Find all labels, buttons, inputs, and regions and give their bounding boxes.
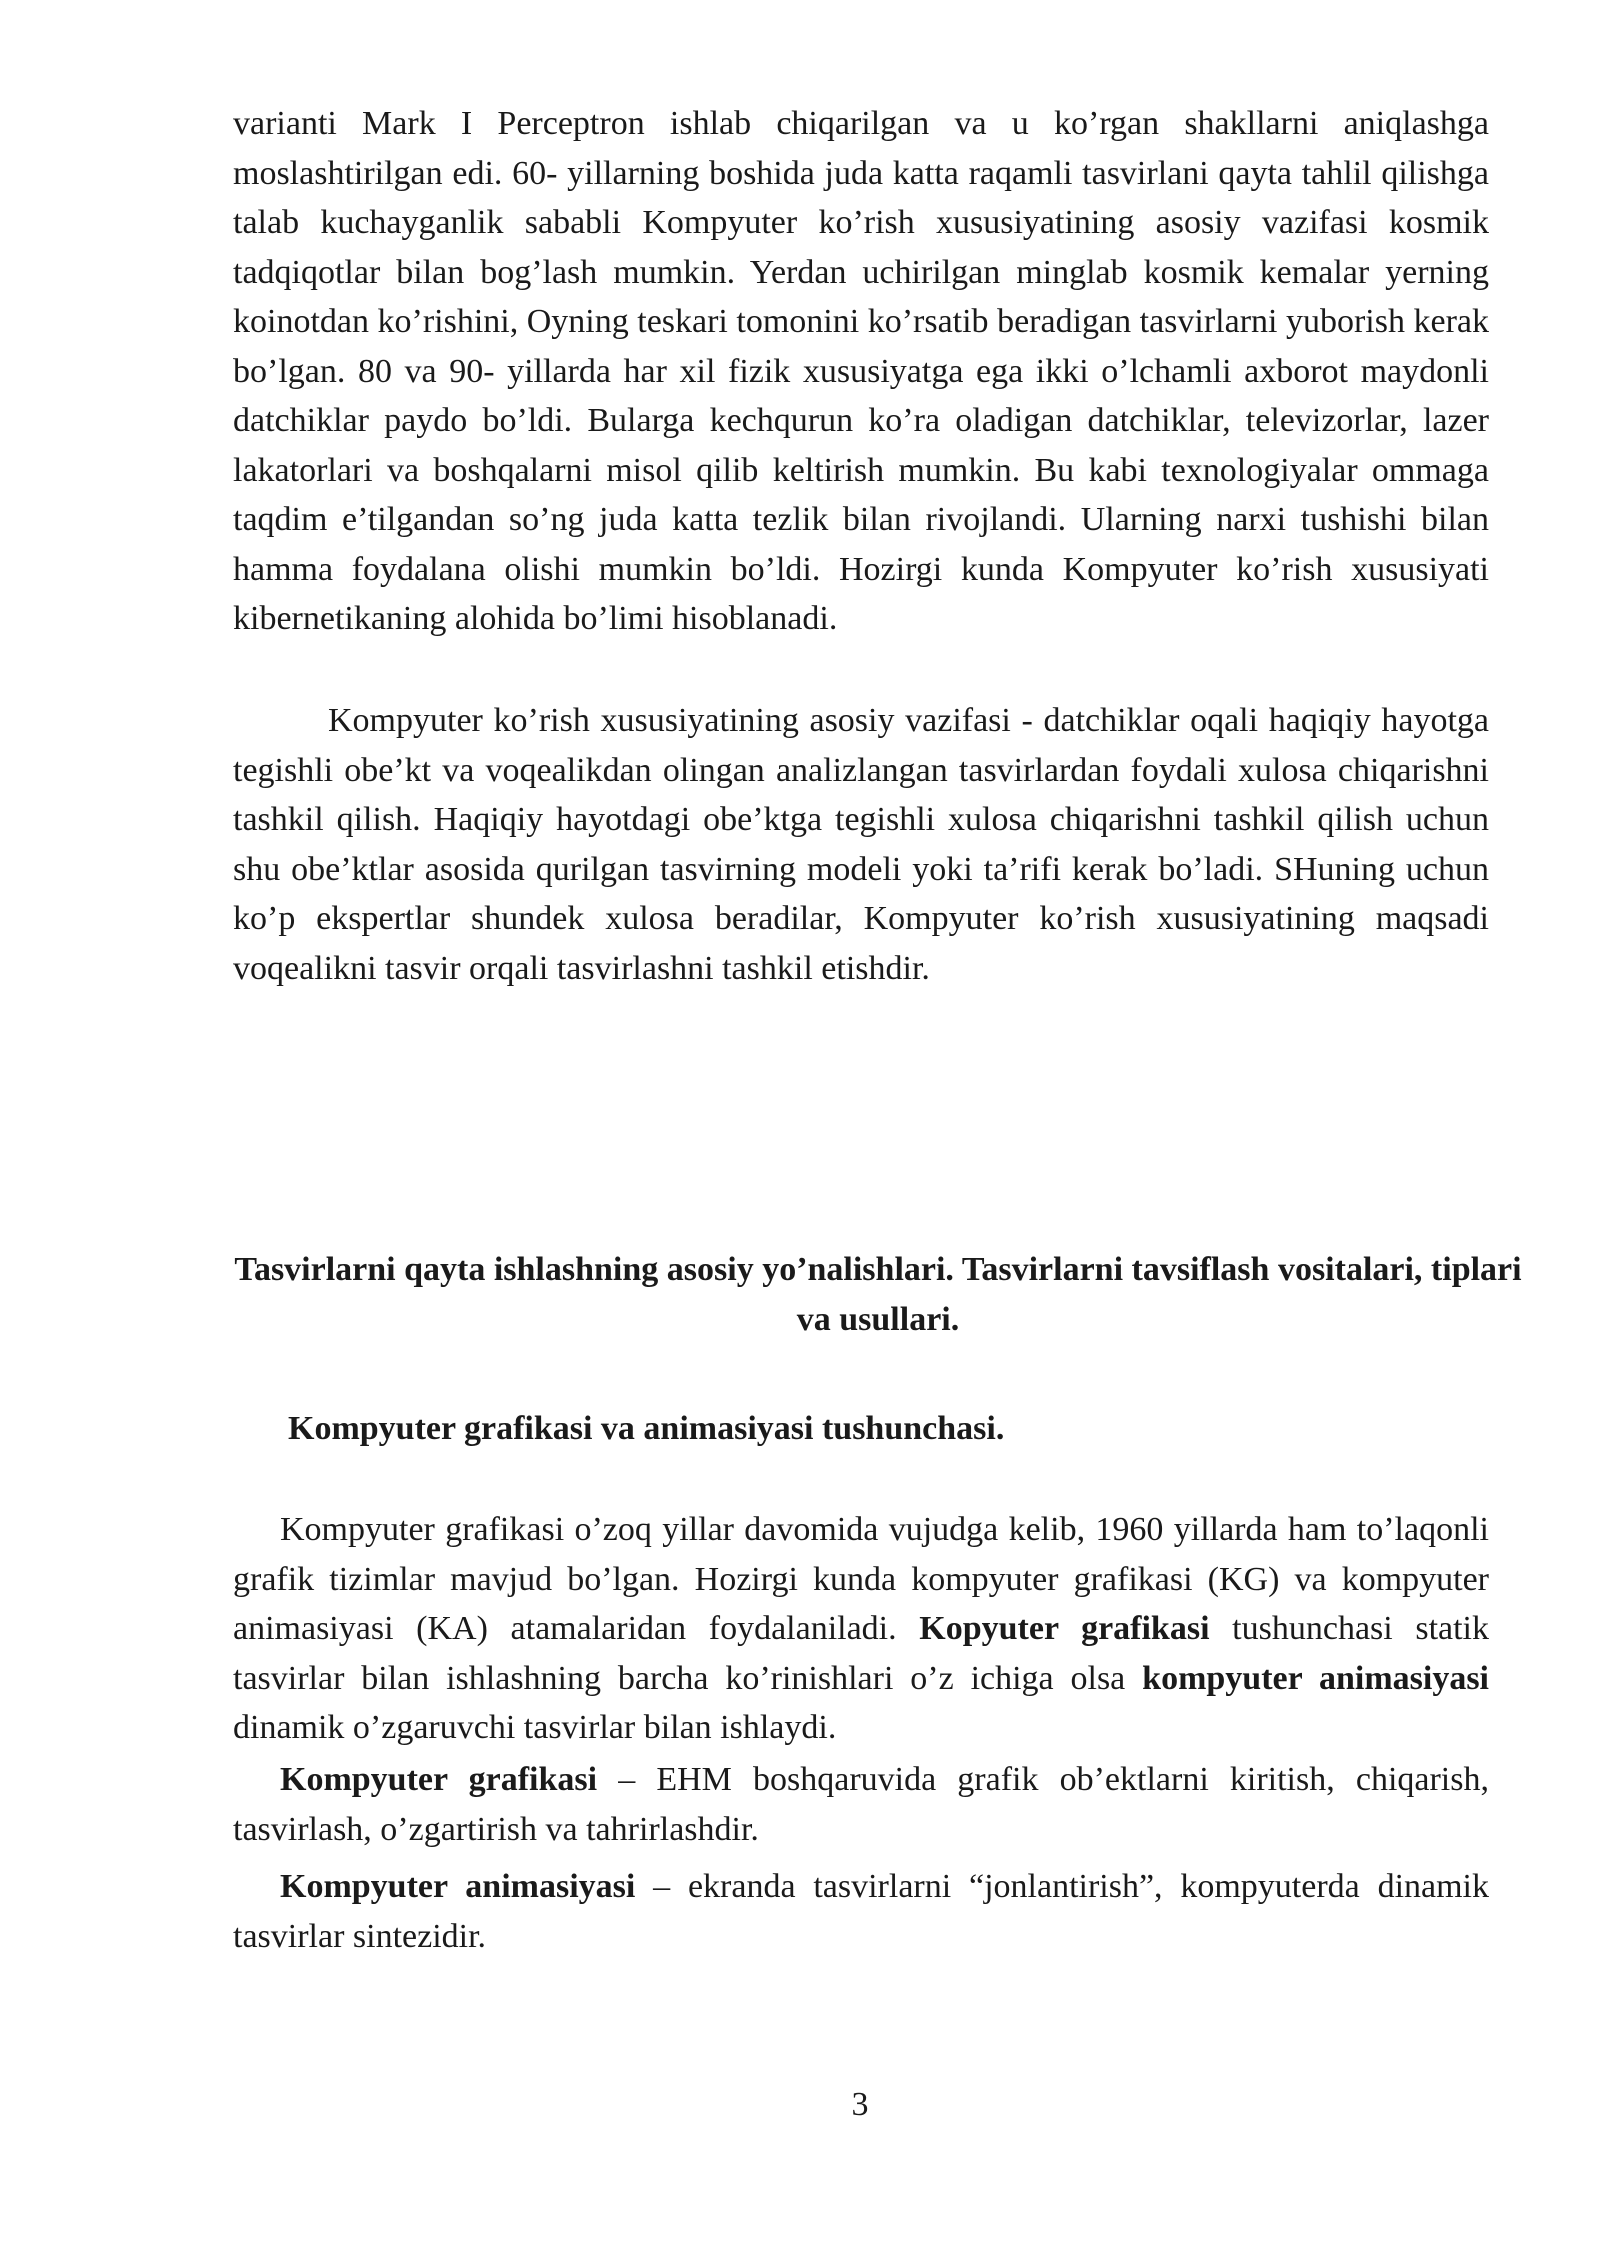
text-run: tushunchasi statik tasvirlar bilan ishlashning barcha ko’rinishlari o’z ichiga olsa	[233, 1610, 1490, 1697]
paragraph-text	[233, 1505, 1489, 1753]
definition-text: – ekranda tasvirlarni “jonlantirish”, kompyuterda dinamik tasvirlar sintezidir.	[233, 1868, 1489, 1955]
paragraph-text	[233, 1862, 1489, 1961]
section-heading: Tasvirlarni qayta ishlashning asosiy yo’nalishlari. Tasvirlarni tavsiflash vositalari, tiplari va usullari.	[234, 1251, 1522, 1338]
paragraph-text: Kompyuter ko’rish xususiyatining asosiy vazifasi - datchiklar oqali haqiqiy hayotga tegishli obe’kt va voqealikdan olingan analizlangan tasvirlardan foydali xulosa chiqarishni tashkil qilish. Haqiqiy hayotdagi obe’ktga tegishli xulosa chiqarishni tashkil qilish uchun shu obe’ktlar asosida qurilgan tasvirning modeli yoki ta’rifi kerak bo’ladi. SHuning uchun ko’p ekspertlar shundek xulosa beradilar, Kompyuter ko’rish xususiyatining maqsadi voqealikni tasvir orqali tasvirlashni tashkil etishdir.	[233, 702, 1489, 987]
text-run: dinamik o’zgaruvchi tasvirlar bilan ishlaydi.	[233, 1709, 837, 1746]
definition-paragraph	[233, 1755, 1489, 1854]
defined-term: Kompyuter grafikasi	[280, 1761, 598, 1798]
paragraph-text: varianti Mark I Perceptron ishlab chiqarilgan va u ko’rgan shakllarni aniqlashga moslashtirilgan edi. 60- yillarning boshida juda katta raqamli tasvirlani qayta tahlil qilishga talab kuchayganlik sababli Kompyuter ko’rish xususiyatining asosiy vazifasi kosmik tadqiqotlar bilan bog’lash mumkin. Yerdan uchirilgan minglab kosmik kemalar yerning koinotdan ko’rishini, Oyning teskari tomonini ko’rsatib beradigan tasvirlarni yuborish kerak bo’lgan. 80 va 90- yillarda har xil fizik xususiyatga ega ikki o’lchamli axborot maydonli datchiklar paydo bo’ldi. Bularga kechqurun ko’ra oladigan datchiklar, televizorlar, lazer lakatorlari va boshqalarni misol qilib keltirish mumkin. Bu kabi texnologiyalar ommaga taqdim e’tilgandan so’ng juda katta tezlik bilan rivojlandi. Ularning narxi tushishi bilan hamma foydalana olishi mumkin bo’ldi. Hozirgi kunda Kompyuter ko’rish xususiyati kibernetikaning alohida bo’limi hisoblanadi.	[233, 105, 1489, 637]
paragraph-text	[233, 1755, 1489, 1854]
bold-term: kompyuter animasiyasi	[1142, 1659, 1489, 1697]
page-number: 3	[851, 2086, 869, 2123]
body-paragraph	[233, 99, 1489, 644]
definition-paragraph	[233, 1862, 1489, 1961]
bold-term: Kopyuter grafikasi	[919, 1610, 1210, 1647]
defined-term: Kompyuter animasiyasi	[280, 1868, 636, 1905]
text-run: Kompyuter grafikasi o’zoq yillar davomida vujudga kelib, 1960 yillarda ham to’laqonli grafik tizimlar mavjud bo’lgan. Hozirgi kunda kompyuter grafikasi (KG) va kompyuter animasiyasi (KA) atamalaridan foydalaniladi.	[233, 1511, 1489, 1647]
body-paragraph	[233, 696, 1489, 993]
subsection-heading: Kompyuter grafikasi va animasiyasi tushunchasi.	[288, 1410, 1005, 1447]
body-paragraph	[233, 1505, 1489, 1753]
definition-text: – EHM boshqaruvida grafik ob’ektlarni kiritish, chiqarish, tasvirlash, o’zgartirish va tahrirlashdir.	[233, 1761, 1489, 1848]
